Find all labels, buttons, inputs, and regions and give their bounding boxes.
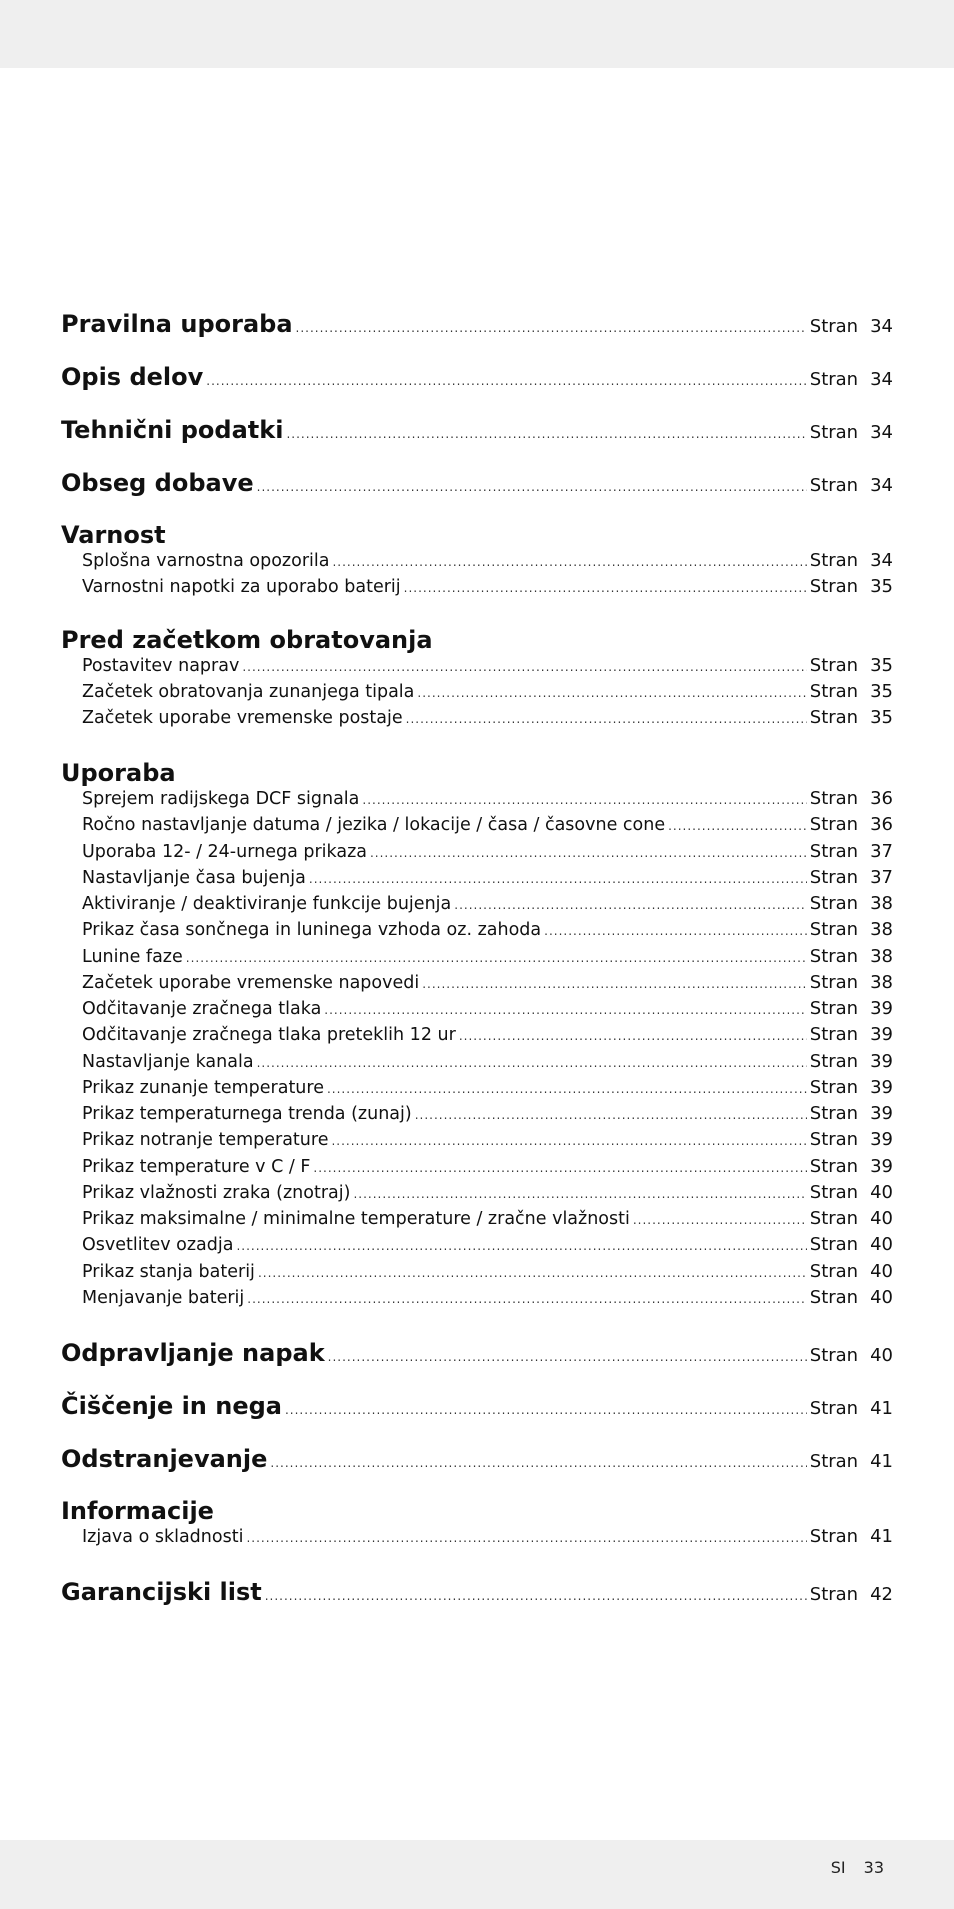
toc-dot-leader	[633, 1213, 807, 1227]
toc-dot-leader	[257, 1056, 807, 1070]
toc-dot-leader	[353, 1187, 806, 1201]
toc-entry-title: Aktiviranje / deaktiviranje funkcije bujenja	[82, 894, 452, 914]
footer-page-number: 33	[863, 1858, 884, 1877]
toc-page-label: Stran	[809, 369, 859, 390]
toc-entry-title: Prikaz stanja baterij	[82, 1262, 255, 1282]
toc-entry-title: Odčitavanje zračnega tlaka	[82, 999, 322, 1019]
toc-entry-title: Nastavljanje časa bujenja	[82, 868, 306, 888]
toc-entry-title: Izjava o skladnosti	[82, 1527, 244, 1547]
toc-entry-title: Odstranjevanje	[61, 1445, 268, 1473]
toc-dot-leader	[309, 872, 807, 886]
toc-page-label: Stran	[809, 893, 859, 914]
toc-sub-entry	[82, 1129, 893, 1150]
toc-page-number: 34	[870, 475, 893, 496]
toc-page-label: Stran	[809, 998, 859, 1019]
toc-section-heading: Uporaba	[61, 759, 176, 787]
toc-page-label: Stran	[809, 1024, 859, 1045]
toc-entry-title: Garancijski list	[61, 1578, 262, 1606]
toc-section-heading: Pred začetkom obratovanja	[61, 626, 433, 654]
toc-entry-title: Prikaz temperature v C / F	[82, 1157, 311, 1177]
toc-page-number: 37	[870, 841, 893, 862]
toc-page-label: Stran	[809, 655, 859, 676]
toc-page-label: Stran	[809, 316, 859, 337]
toc-page-label: Stran	[809, 1287, 859, 1308]
footer-language: SI	[830, 1858, 846, 1877]
toc-sub-entry	[82, 1051, 893, 1072]
toc-dot-leader	[406, 712, 807, 726]
toc-entry-title: Splošna varnostna opozorila	[82, 551, 330, 571]
toc-page-number: 40	[870, 1287, 893, 1308]
toc-page-label: Stran	[809, 972, 859, 993]
toc-sub-entry	[82, 1287, 893, 1308]
toc-section-heading: Informacije	[61, 1497, 214, 1525]
toc-main-entry	[61, 1445, 893, 1473]
toc-page-number: 34	[870, 369, 893, 390]
toc-dot-leader	[242, 660, 806, 674]
toc-entry-title: Opis delov	[61, 363, 204, 391]
toc-page-label: Stran	[809, 707, 859, 728]
toc-page-label: Stran	[809, 1584, 859, 1605]
toc-sub-entry	[82, 788, 893, 809]
toc-page-number: 36	[870, 814, 893, 835]
toc-dot-leader	[270, 1456, 806, 1470]
toc-dot-leader	[257, 480, 807, 494]
toc-entry-title: Ročno nastavljanje datuma / jezika / lokacije / časa / časovne cone	[82, 815, 666, 835]
toc-main-entry	[61, 1392, 893, 1420]
toc-dot-leader	[247, 1292, 806, 1306]
toc-sub-entry	[82, 1234, 893, 1255]
toc-entry-title: Prikaz temperaturnega trenda (zunaj)	[82, 1104, 412, 1124]
toc-page-number: 35	[870, 681, 893, 702]
toc-sub-entry	[82, 972, 893, 993]
toc-entry-title: Prikaz notranje temperature	[82, 1130, 329, 1150]
toc-entry-title: Odpravljanje napak	[61, 1339, 325, 1367]
page-footer	[831, 1858, 884, 1877]
toc-entry-title: Lunine faze	[82, 947, 183, 967]
toc-dot-leader	[296, 321, 807, 335]
toc-page-number: 36	[870, 788, 893, 809]
toc-page-label: Stran	[809, 1103, 859, 1124]
toc-page-label: Stran	[809, 1234, 859, 1255]
toc-page-number: 34	[870, 550, 893, 571]
toc-page-number: 40	[870, 1261, 893, 1282]
toc-entry-title: Obseg dobave	[61, 469, 254, 497]
toc-main-entry	[61, 310, 893, 338]
toc-entry-title: Osvetlitev ozadja	[82, 1235, 234, 1255]
toc-dot-leader	[459, 1029, 807, 1043]
toc-page-label: Stran	[809, 1398, 859, 1419]
toc-entry-title: Sprejem radijskega DCF signala	[82, 789, 360, 809]
toc-dot-leader	[415, 1108, 807, 1122]
toc-sub-entry	[82, 841, 893, 862]
toc-entry-title: Začetek uporabe vremenske napovedi	[82, 973, 420, 993]
toc-page-number: 39	[870, 1024, 893, 1045]
toc-sub-entry	[82, 1077, 893, 1098]
toc-dot-leader	[265, 1589, 807, 1603]
toc-sub-entry	[82, 707, 893, 728]
toc-dot-leader	[404, 581, 807, 595]
toc-page-label: Stran	[809, 475, 859, 496]
toc-page-label: Stran	[809, 550, 859, 571]
toc-entry-title: Uporaba 12- / 24-urnega prikaza	[82, 842, 367, 862]
toc-page-number: 42	[870, 1584, 893, 1605]
toc-page-number: 41	[870, 1526, 893, 1547]
toc-entry-title: Prikaz vlažnosti zraka (znotraj)	[82, 1183, 351, 1203]
toc-page-number: 34	[870, 316, 893, 337]
toc-dot-leader	[246, 1531, 806, 1545]
toc-page-label: Stran	[809, 867, 859, 888]
toc-dot-leader	[332, 555, 806, 569]
toc-page-number: 39	[870, 1051, 893, 1072]
toc-dot-leader	[313, 1161, 806, 1175]
toc-entry-title: Prikaz maksimalne / minimalne temperature / zračne vlažnosti	[82, 1209, 630, 1229]
toc-page-number: 38	[870, 946, 893, 967]
toc-page-label: Stran	[809, 1051, 859, 1072]
toc-page-label: Stran	[809, 1208, 859, 1229]
toc-dot-leader	[324, 1003, 806, 1017]
toc-entry-title: Tehnični podatki	[61, 416, 284, 444]
toc-page-number: 41	[870, 1451, 893, 1472]
footer-band	[0, 1840, 954, 1909]
toc-main-entry	[61, 1578, 893, 1606]
toc-dot-leader	[331, 1134, 806, 1148]
toc-entry-title: Prikaz zunanje temperature	[82, 1078, 324, 1098]
toc-page-number: 35	[870, 707, 893, 728]
toc-entry-title: Čiščenje in nega	[61, 1392, 282, 1420]
toc-page-number: 39	[870, 998, 893, 1019]
toc-section-heading: Varnost	[61, 521, 166, 549]
toc-dot-leader	[327, 1082, 807, 1096]
toc-sub-entry	[82, 1526, 893, 1547]
toc-page-number: 38	[870, 972, 893, 993]
toc-entry-title: Varnostni napotki za uporabo baterij	[82, 577, 401, 597]
toc-sub-entry	[82, 814, 893, 835]
toc-sub-entry	[82, 946, 893, 967]
toc-page-number: 38	[870, 893, 893, 914]
toc-sub-entry	[82, 1103, 893, 1124]
toc-page-label: Stran	[809, 1345, 859, 1366]
toc-main-entry	[61, 469, 893, 497]
toc-dot-leader	[417, 686, 806, 700]
toc-dot-leader	[544, 924, 807, 938]
toc-dot-leader	[668, 819, 807, 833]
toc-dot-leader	[370, 846, 807, 860]
toc-sub-entry	[82, 550, 893, 571]
toc-dot-leader	[285, 1403, 807, 1417]
toc-page-number: 35	[870, 655, 893, 676]
toc-sub-entry	[82, 998, 893, 1019]
toc-page-number: 38	[870, 919, 893, 940]
toc-page-label: Stran	[809, 1129, 859, 1150]
toc-sub-entry	[82, 1024, 893, 1045]
toc-page-number: 39	[870, 1129, 893, 1150]
toc-dot-leader	[328, 1350, 807, 1364]
toc-main-entry	[61, 1339, 893, 1367]
toc-page-label: Stran	[809, 946, 859, 967]
toc-dot-leader	[258, 1266, 807, 1280]
toc-page-label: Stran	[809, 576, 859, 597]
toc-sub-entry	[82, 1208, 893, 1229]
toc-page-label: Stran	[809, 1077, 859, 1098]
toc-dot-leader	[422, 977, 807, 991]
toc-main-entry	[61, 416, 893, 444]
toc-page-number: 40	[870, 1234, 893, 1255]
toc-sub-entry	[82, 576, 893, 597]
toc-entry-title: Prikaz časa sončnega in luninega vzhoda oz. zahoda	[82, 920, 542, 940]
toc-dot-leader	[454, 898, 807, 912]
toc-dot-leader	[362, 793, 806, 807]
toc-dot-leader	[186, 951, 807, 965]
toc-page-number: 35	[870, 576, 893, 597]
toc-entry-title: Menjavanje baterij	[82, 1288, 245, 1308]
toc-page-label: Stran	[809, 681, 859, 702]
toc-sub-entry	[82, 919, 893, 940]
toc-page-label: Stran	[809, 1261, 859, 1282]
toc-page-label: Stran	[809, 1451, 859, 1472]
toc-page-label: Stran	[809, 422, 859, 443]
toc-page-label: Stran	[809, 814, 859, 835]
toc-sub-entry	[82, 867, 893, 888]
toc-page-number: 40	[870, 1345, 893, 1366]
toc-sub-entry	[82, 1261, 893, 1282]
toc-page-label: Stran	[809, 788, 859, 809]
toc-sub-entry	[82, 1156, 893, 1177]
toc-page-number: 37	[870, 867, 893, 888]
toc-page-number: 41	[870, 1398, 893, 1419]
toc-page-number: 39	[870, 1103, 893, 1124]
toc-page-number: 39	[870, 1077, 893, 1098]
toc-main-entry	[61, 363, 893, 391]
toc-page-number: 40	[870, 1182, 893, 1203]
toc-page-label: Stran	[809, 1182, 859, 1203]
toc-page-label: Stran	[809, 1526, 859, 1547]
toc-page-number: 39	[870, 1156, 893, 1177]
toc-dot-leader	[236, 1239, 806, 1253]
toc-sub-entry	[82, 1182, 893, 1203]
toc-entry-title: Začetek obratovanja zunanjega tipala	[82, 682, 415, 702]
toc-page-number: 40	[870, 1208, 893, 1229]
toc-page-label: Stran	[809, 841, 859, 862]
toc-entry-title: Nastavljanje kanala	[82, 1052, 254, 1072]
toc-page-label: Stran	[809, 1156, 859, 1177]
toc-sub-entry	[82, 681, 893, 702]
toc-sub-entry	[82, 893, 893, 914]
toc-page-label: Stran	[809, 919, 859, 940]
toc-entry-title: Začetek uporabe vremenske postaje	[82, 708, 403, 728]
toc-entry-title: Postavitev naprav	[82, 656, 240, 676]
toc-dot-leader	[206, 374, 807, 388]
toc-sub-entry	[82, 655, 893, 676]
toc-dot-leader	[286, 427, 806, 441]
toc-entry-title: Pravilna uporaba	[61, 310, 293, 338]
toc-entry-title: Odčitavanje zračnega tlaka preteklih 12 ur	[82, 1025, 456, 1045]
toc-page-number: 34	[870, 422, 893, 443]
